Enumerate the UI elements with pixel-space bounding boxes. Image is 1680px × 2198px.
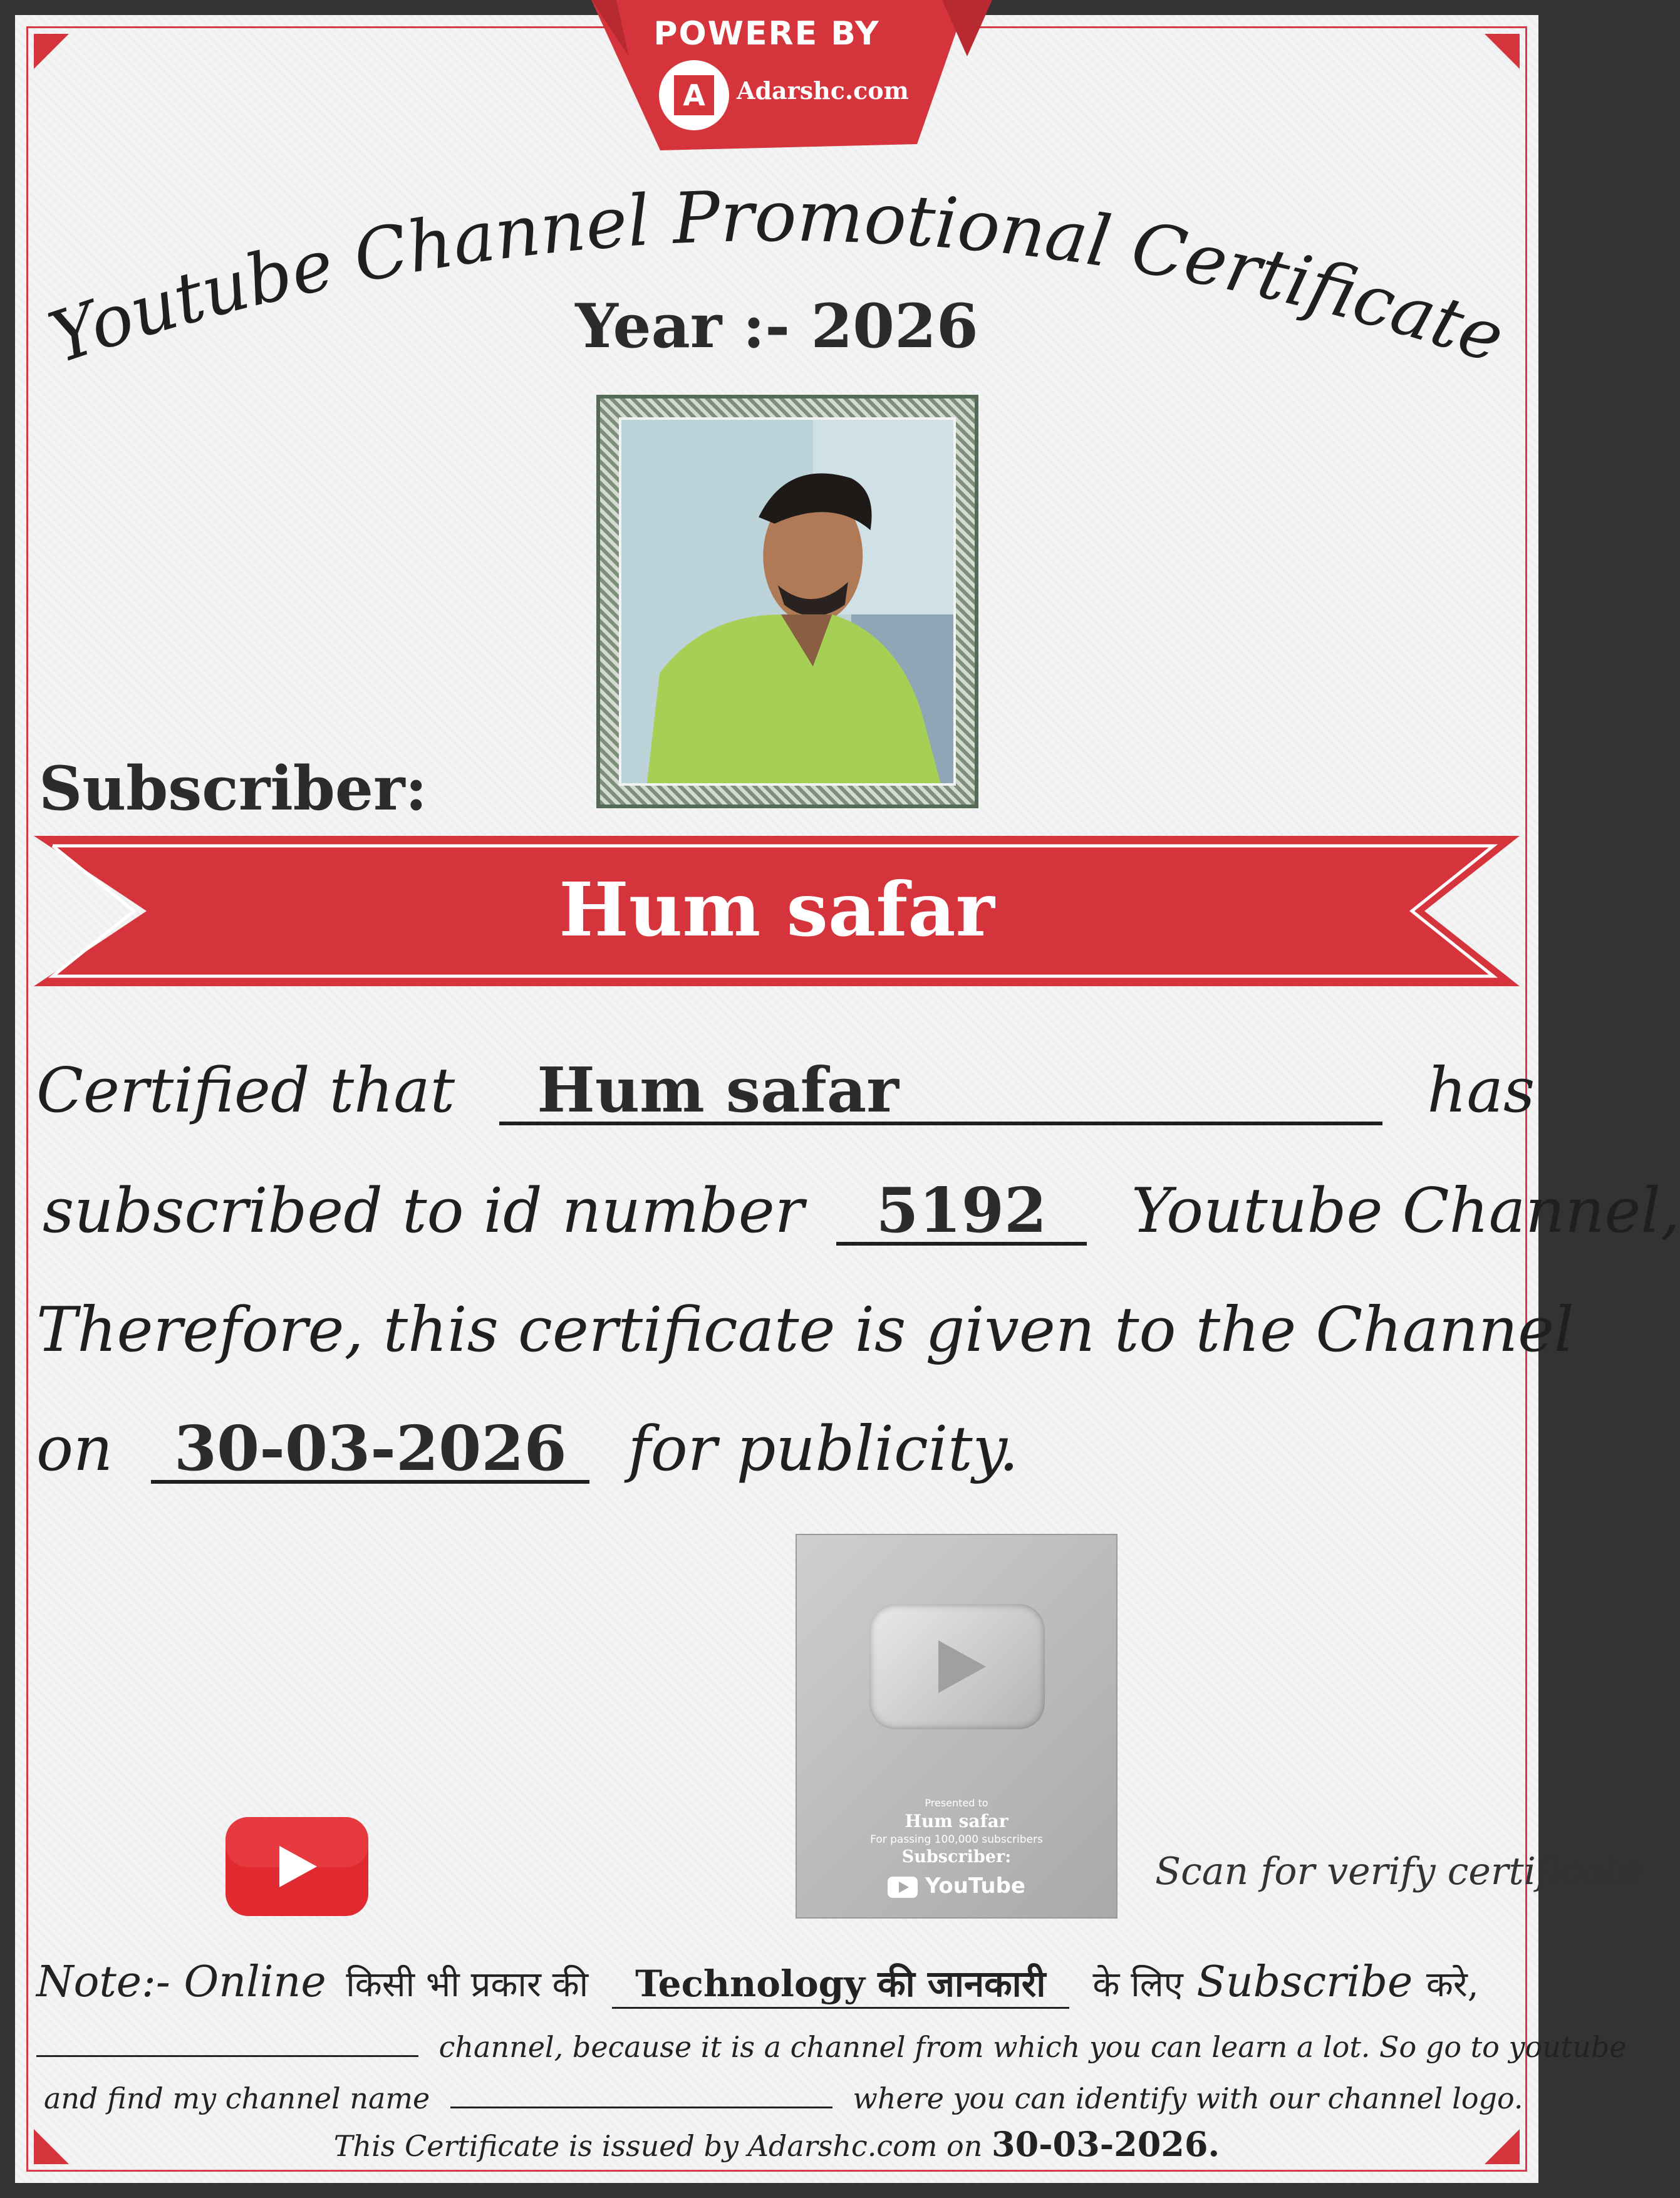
- certificate-title: [15, 140, 1538, 429]
- certificate-page: [15, 15, 1680, 2183]
- note-line-3-prefix: and find my channel name: [44, 2081, 430, 2115]
- issued-text: This Certificate is issued by Adarshc.com on: [333, 2129, 983, 2163]
- certified-name-field: Hum safar: [499, 1060, 1382, 1125]
- body-line-1-suffix: has: [1427, 1055, 1535, 1127]
- plaque-brand: [797, 1873, 1116, 1899]
- channel-id-field: 5192: [836, 1180, 1087, 1246]
- note-prefix: Note:- Online: [36, 1957, 326, 2007]
- plaque-label: Subscriber:: [901, 1847, 1012, 1867]
- plaque-presented-text: Presented to: [925, 1797, 988, 1809]
- body-line-4-suffix: for publicity.: [628, 1414, 1019, 1485]
- body-line-2: [43, 1175, 1680, 1247]
- note-line-3: [44, 2078, 1523, 2115]
- play-triangle-icon: [869, 1604, 1045, 1729]
- body-line-1-prefix: Certified that: [36, 1055, 455, 1127]
- body-line-2-prefix: subscribed to id number: [43, 1175, 804, 1247]
- brand-logo-letter: A: [674, 75, 714, 115]
- corner-ornament-top-left: [34, 34, 69, 69]
- youtube-logo-icon: [222, 1813, 372, 1920]
- powered-by-ribbon: [591, 0, 992, 163]
- note-subscribe: Subscribe: [1196, 1957, 1413, 2007]
- body-line-2-suffix: Youtube Channel,: [1131, 1175, 1680, 1247]
- note-line-1: [36, 1957, 1479, 2009]
- person-photo-icon: [621, 420, 953, 783]
- subscriber-photo: [619, 417, 956, 786]
- body-line-1: [36, 1055, 1535, 1127]
- certificate-title-text: Youtube Channel Promotional Certificate: [39, 175, 1514, 380]
- note-channel-name-blank: [450, 2078, 832, 2108]
- ribbon-subscriber-name: Hum safar: [559, 866, 995, 953]
- subscriber-photo-frame: [596, 395, 978, 808]
- publicity-date-field: 30-03-2026: [151, 1419, 589, 1484]
- body-line-3: Therefore, this certificate is given to the Channel: [36, 1294, 1574, 1366]
- note-hindi-2: के लिए: [1092, 1964, 1183, 2005]
- note-line-3-suffix: where you can identify with our channel logo.: [853, 2081, 1523, 2115]
- note-hindi-3: करे,: [1426, 1964, 1479, 2005]
- corner-ornament-top-right: [1485, 34, 1520, 69]
- note-channel-blank: [36, 2026, 418, 2057]
- certificate-year: Year :- 2026: [575, 291, 978, 362]
- plaque-play-button-icon: [869, 1604, 1045, 1729]
- note-hindi-1: किसी भी प्रकार की: [346, 1964, 589, 2005]
- note-line-2-text: channel, because it is a channel from which you can learn a lot. So go to youtube: [438, 2030, 1627, 2064]
- plaque-passing-text: For passing 100,000 subscribers: [870, 1833, 1043, 1846]
- issued-line: [15, 2124, 1538, 2164]
- plaque-brand-text: YouTube: [925, 1873, 1025, 1899]
- scan-verify-text: Scan for verify certificate: [1155, 1850, 1642, 1893]
- plaque-youtube-icon: [888, 1877, 918, 1898]
- issued-date: 30-03-2026.: [992, 2124, 1220, 2164]
- powered-by-label: POWERE BY: [653, 15, 880, 53]
- note-topic-field: Technology की जानकारी: [612, 1957, 1069, 2009]
- brand-logo-icon: [659, 60, 729, 130]
- play-button-plaque: [796, 1534, 1117, 1919]
- note-line-2: [36, 2026, 1627, 2064]
- brand-site-name: Adarshc.com: [737, 76, 909, 105]
- plaque-name: Hum safar: [905, 1811, 1009, 1831]
- body-line-4: [36, 1414, 1019, 1485]
- subscriber-label: Subscriber:: [39, 753, 428, 824]
- body-line-4-prefix: on: [36, 1414, 113, 1485]
